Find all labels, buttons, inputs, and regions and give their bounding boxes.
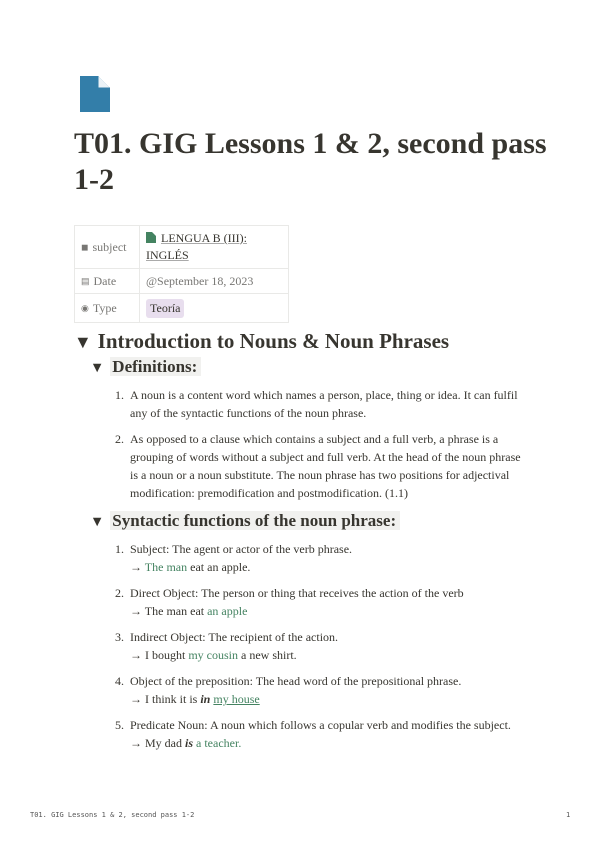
- example-line: → The man eat an apple.: [130, 560, 251, 574]
- property-value-date[interactable]: [140, 269, 289, 294]
- calendar-icon: ▤: [81, 275, 90, 286]
- page-title: T01. GIG Lessons 1 & 2, second pass 1-2: [74, 127, 547, 196]
- type-tag: Teoría: [146, 299, 184, 318]
- select-icon: ◉: [81, 302, 89, 313]
- list-item: 2. As opposed to a clause which contains a subject and a full verb, a phrase is a grouping of words without a subject and full verb. At the head of the noun phrase is a noun or a noun substitute. The noun phrase has two positions for adjectival modification: premodification and postmodification. (1.1): [115, 432, 521, 500]
- list-item: 3. Indirect Object: The recipient of the action. → I bought my cousin a new shirt.: [115, 630, 339, 662]
- properties-table: [74, 225, 289, 323]
- list-item: 5. Predicate Noun: A noun which follows a copular verb and modifies the subject. → My dad is a teacher.: [115, 718, 511, 750]
- list-item: 4. Object of the preposition: The head word of the prepositional phrase. → I think it is in my house: [115, 674, 462, 706]
- list-item: 1. A noun is a content word which names a person, place, thing or idea. It can fulfil any of the syntactic functions of the noun phrase.: [115, 388, 518, 420]
- definitions-list: [108, 386, 528, 510]
- toggle-triangle-icon[interactable]: ▼: [74, 332, 92, 352]
- subject-link[interactable]: LENGUA B (III): INGLÉS: [146, 231, 247, 262]
- document-icon: [80, 76, 110, 112]
- toggle-heading-syntactic-functions[interactable]: ▼ Syntactic functions of the noun phrase:: [90, 510, 400, 533]
- date-value: @September 18, 2023: [146, 273, 254, 288]
- property-row-type: [75, 294, 289, 323]
- footer-title: T01. GIG Lessons 1 & 2, second pass 1-2: [30, 811, 195, 819]
- property-key-subject: ◼ subject: [75, 226, 140, 269]
- property-row-date: [75, 269, 289, 294]
- toggle-triangle-icon[interactable]: ▼: [90, 360, 105, 376]
- page-number: 1: [566, 811, 571, 819]
- page-link-icon: [146, 232, 156, 243]
- example-line: → I think it is in my house: [130, 692, 260, 706]
- toggle-heading-introduction[interactable]: ▼ Introduction to Nouns & Noun Phrases: [74, 329, 450, 353]
- example-line: → The man eat an apple: [130, 604, 248, 618]
- list-item: 2. Direct Object: The person or thing that receives the action of the verb → The man eat an apple: [115, 586, 464, 618]
- property-value-type[interactable]: [140, 294, 289, 323]
- functions-list: [108, 540, 528, 760]
- property-row-subject: [75, 226, 289, 269]
- example-line: → My dad is a teacher.: [130, 736, 242, 750]
- relation-icon: ◼: [81, 241, 89, 252]
- toggle-triangle-icon[interactable]: ▼: [90, 514, 105, 530]
- property-key-type: ◉ Type: [75, 294, 140, 323]
- example-line: → I bought my cousin a new shirt.: [130, 648, 297, 662]
- list-item: 1. Subject: The agent or actor of the verb phrase. → The man eat an apple.: [115, 542, 353, 574]
- property-key-date: ▤ Date: [75, 269, 140, 294]
- toggle-heading-definitions[interactable]: ▼ Definitions:: [90, 356, 201, 379]
- property-value-subject[interactable]: [140, 226, 289, 269]
